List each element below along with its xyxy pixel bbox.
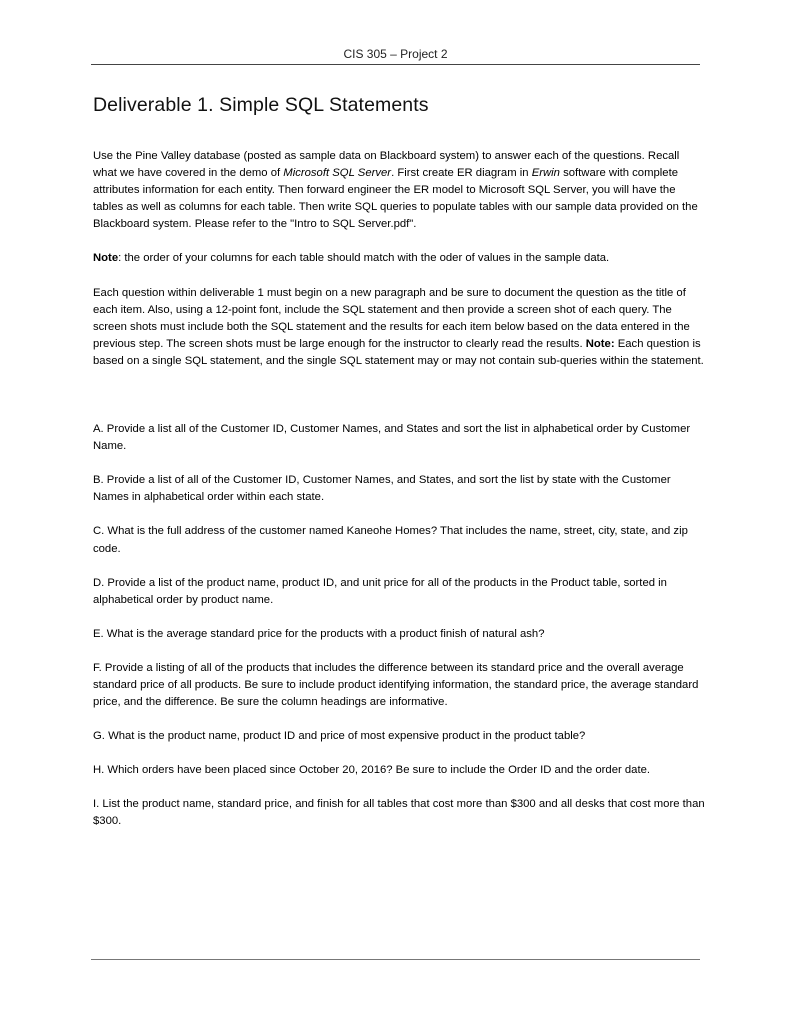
document-body	[93, 94, 705, 848]
question-c: C. What is the full address of the customer named Kaneohe Homes? That includes the name, street, city, state, and zip code.	[93, 525, 688, 555]
question-g: G. What is the product name, product ID and price of most expensive product in the product table?	[93, 730, 586, 743]
note-label: Note	[93, 252, 119, 265]
note-label: Note:	[585, 337, 615, 350]
instructions-paragraph: Each question within deliverable 1 must begin on a new paragraph and be sure to document the question as the title of each item. Also, using a 12-point font, include the SQL statement and then provide a screen shot of each query. The screen shots must include both the SQL statement and the results for each item below based on the data entered in the previous step. The screen shots must be large enough for the instructor to clearly read the results. Note: Each question is based on a single SQL statement, and the single SQL statement may or may not contain sub-queries within the statement.	[93, 286, 704, 367]
page-title: Deliverable 1. Simple SQL Statements	[93, 94, 429, 116]
question-d: D. Provide a list of the product name, product ID, and unit price for all of the products in the Product table, sorted in alphabetical order by product name.	[93, 576, 667, 606]
footer-rule	[91, 959, 700, 960]
question-b: B. Provide a list of all of the Customer ID, Customer Names, and States, and sort the list by state with the Customer Names in alphabetical order within each state.	[93, 474, 671, 504]
page-header: CIS 305 – Project 2	[343, 47, 448, 61]
intro-paragraph: Use the Pine Valley database (posted as sample data on Blackboard system) to answer each of the questions. Recall what we have covered in the demo of Microsoft SQL Server. First create ER diagram in Erwin software with complete attributes information for each entity. Then forward engineer the ER model to Microsoft SQL Server, you will have the tables as well as columns for each table. Then write SQL queries to populate tables with our sample data provided on the Blackboard system. Please refer to the "Intro to SQL Server.pdf".	[93, 150, 698, 231]
question-f: F. Provide a listing of all of the products that includes the difference between its standard price and the overall average standard price of all products. Be sure to include product identifying information, the standard price, the average standard price, and the difference. Be sure the column headings are informative.	[93, 661, 699, 709]
header-rule	[91, 64, 700, 65]
question-i: I. List the product name, standard price, and finish for all tables that cost more than $300 and all desks that cost more than $300.	[93, 798, 705, 828]
question-h: H. Which orders have been placed since October 20, 2016? Be sure to include the Order ID and the order date.	[93, 764, 651, 777]
question-e: E. What is the average standard price for the products with a product finish of natural ash?	[93, 627, 545, 640]
note-paragraph: Note: the order of your columns for each table should match with the oder of values in the sample data.	[93, 252, 610, 265]
question-a: A. Provide a list all of the Customer ID, Customer Names, and States and sort the list in alphabetical order by Customer Name.	[93, 423, 691, 453]
